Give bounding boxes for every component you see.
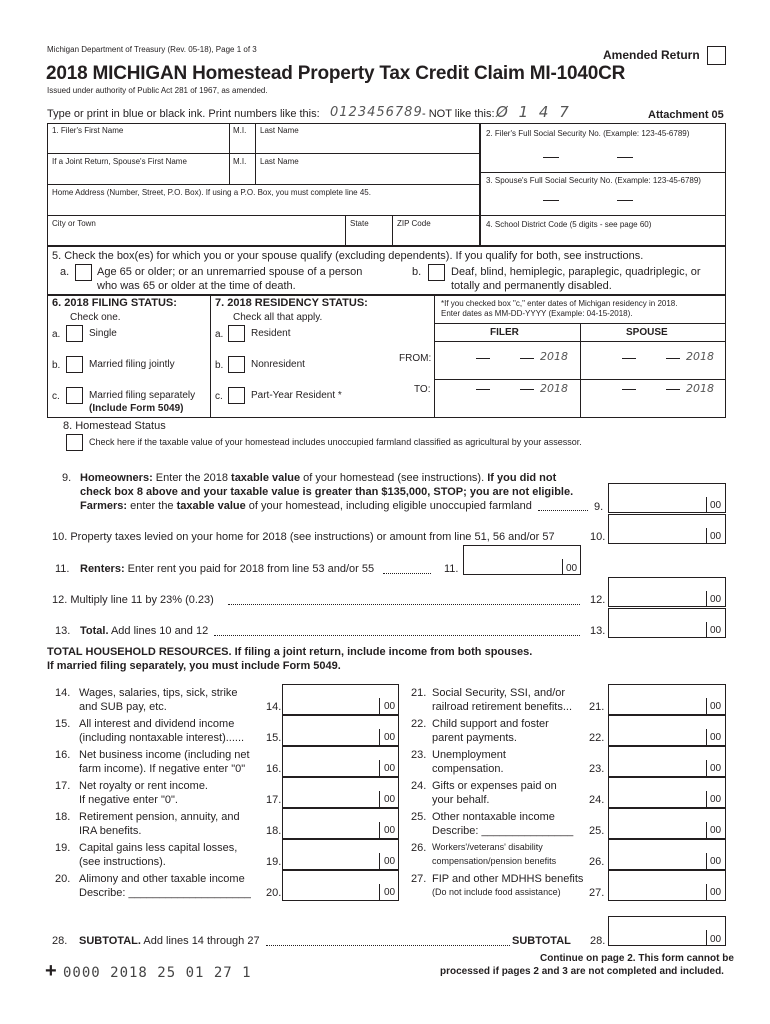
line19-cents: 00: [384, 856, 396, 867]
line26-amount-input[interactable]: [608, 839, 726, 870]
residency-title: 7. 2018 RESIDENCY STATUS:: [215, 297, 368, 309]
line5-a-label: a.: [60, 266, 70, 278]
line22-text-2: parent payments.: [432, 732, 517, 744]
to-label: TO:: [414, 384, 431, 395]
separate-letter: c.: [52, 391, 60, 402]
filer-to-date-input[interactable]: [436, 381, 578, 416]
filer-from-year: 2018: [540, 350, 568, 363]
not-like-label: - NOT like this:: [422, 108, 495, 120]
filer-to-year: 2018: [540, 382, 568, 395]
attachment-label: Attachment 05: [648, 109, 724, 121]
disabled-checkbox[interactable]: [428, 264, 445, 281]
line23-key: 23.: [589, 763, 605, 775]
filer-ssn-input[interactable]: [482, 142, 724, 170]
filer-last-name-label: Last Name: [260, 126, 299, 135]
filer-first-name-input[interactable]: [48, 136, 228, 152]
line25-number: 25.: [411, 811, 427, 823]
line13-key: 13.: [590, 625, 606, 637]
line19-text-1: Capital gains less capital losses,: [79, 842, 238, 854]
line5-b-label: b.: [412, 266, 422, 278]
zip-input[interactable]: [393, 229, 479, 245]
line18-number: 18.: [55, 811, 71, 823]
spouse-last-name-input[interactable]: [256, 167, 478, 183]
line16-cents: 00: [384, 763, 396, 774]
line16-number: 16.: [55, 749, 71, 761]
city-input[interactable]: [48, 229, 344, 245]
line21-cents: 00: [710, 701, 722, 712]
state-label: State: [350, 219, 369, 228]
spouse-to-date-input[interactable]: [582, 381, 724, 416]
line15-number: 15.: [55, 718, 71, 730]
spouse-from-year: 2018: [686, 350, 714, 363]
line15-text-2: (including nontaxable interest)......: [79, 732, 245, 744]
filer-mi-input[interactable]: [230, 136, 254, 152]
farmland-text: Check here if the taxable value of your homestead includes unoccupied farmland classified as agricultural by your assessor.: [89, 437, 582, 447]
line24-amount-input[interactable]: [608, 777, 726, 808]
line9-cents: 00: [710, 500, 722, 511]
line14-text-2: and SUB pay, etc.: [79, 701, 167, 713]
line26-key: 26.: [589, 856, 605, 868]
line17-number: 17.: [55, 780, 71, 792]
line18-text-2: IRA benefits.: [79, 825, 142, 837]
line27-cents: 00: [710, 887, 722, 898]
zip-label: ZIP Code: [397, 219, 431, 228]
nonresident-letter: b.: [215, 360, 224, 371]
line20-cents: 00: [384, 887, 396, 898]
separate-label: Married filing separately: [89, 390, 196, 401]
form-title: 2018 MICHIGAN Homestead Property Tax Credit Claim MI-1040CR: [46, 63, 626, 84]
residency-sub: Check all that apply.: [233, 312, 323, 323]
line21-key: 21.: [589, 701, 605, 713]
line23-cents: 00: [710, 763, 722, 774]
line19-text-2: (see instructions).: [79, 856, 166, 868]
line12-cents: 00: [710, 594, 722, 605]
spouse-column-header: SPOUSE: [626, 327, 668, 338]
line10-amount-input[interactable]: [608, 514, 726, 544]
line12-text: 12. Multiply line 11 by 23% (0.23): [52, 594, 214, 606]
line25-text-1: Other nontaxable income: [432, 811, 555, 823]
line9-number: 9.: [62, 472, 72, 484]
good-digits-example: 0123456789: [330, 105, 423, 120]
line14-number: 14.: [55, 687, 71, 699]
line12-amount-input[interactable]: [608, 577, 726, 607]
line27-key: 27.: [589, 887, 605, 899]
spouse-ssn-input[interactable]: [482, 188, 724, 214]
disabled-text-1: Deaf, blind, hemiplegic, paraplegic, quadriplegic, or: [451, 266, 701, 278]
line17-text-1: Net royalty or rent income.: [79, 780, 208, 792]
line26-text-1: Workers'/veterans' disability: [432, 842, 543, 852]
line17-text-2: If negative enter "0".: [79, 794, 178, 806]
line24-key: 24.: [589, 794, 605, 806]
spouse-from-date-input[interactable]: [582, 343, 724, 378]
line17-amount-input[interactable]: [282, 777, 399, 808]
line15-cents: 00: [384, 732, 396, 743]
line18-text-1: Retirement pension, annuity, and: [79, 811, 240, 823]
part-year-label: Part-Year Resident *: [251, 390, 342, 401]
line10-cents: 00: [710, 531, 722, 542]
line16-amount-input[interactable]: [282, 746, 399, 777]
resources-heading-1: TOTAL HOUSEHOLD RESOURCES. If filing a joint return, include income from both spouses.: [47, 646, 533, 658]
farmland-checkbox[interactable]: [66, 434, 83, 451]
age65-checkbox[interactable]: [75, 264, 92, 281]
spouse-mi-label: M.I.: [233, 157, 247, 166]
line5-text: 5. Check the box(es) for which you or your spouse qualify (excluding dependents). If you qualify for both, see instructions.: [52, 250, 644, 262]
single-label: Single: [89, 328, 117, 339]
line19-key: 19.: [266, 856, 282, 868]
line11-cents: 00: [566, 563, 578, 574]
line12-key: 12.: [590, 594, 606, 606]
line9-text-2: check box 8 above and your taxable value is greater than $135,000, STOP; you are not eligible.: [80, 486, 574, 498]
line24-number: 24.: [411, 780, 427, 792]
authority-line: Issued under authority of Public Act 281 of 1967, as amended.: [47, 86, 268, 95]
line22-amount-input[interactable]: [608, 715, 726, 746]
line14-amount-input[interactable]: [282, 684, 399, 715]
line9-amount-input[interactable]: [608, 483, 726, 513]
line15-amount-input[interactable]: [282, 715, 399, 746]
joint-label: Married filing jointly: [89, 359, 175, 370]
line21-amount-input[interactable]: [608, 684, 726, 715]
line20-number: 20.: [55, 873, 71, 885]
line22-text-1: Child support and foster: [432, 718, 549, 730]
separate-checkbox[interactable]: [66, 387, 83, 404]
line16-text-1: Net business income (including net: [79, 749, 250, 761]
line23-amount-input[interactable]: [608, 746, 726, 777]
line14-key: 14.: [266, 701, 282, 713]
single-checkbox[interactable]: [66, 325, 83, 342]
line16-text-2: farm income). If negative enter "0": [79, 763, 246, 775]
line28-text: SUBTOTAL. Add lines 14 through 27: [79, 935, 260, 947]
line26-number: 26.: [411, 842, 427, 854]
part-year-checkbox[interactable]: [228, 387, 245, 404]
line27-amount-input[interactable]: [608, 870, 726, 901]
part-year-letter: c.: [215, 391, 223, 402]
disabled-text-2: totally and permanently disabled.: [451, 280, 612, 292]
line28-number: 28.: [52, 935, 68, 947]
line14-cents: 00: [384, 701, 396, 712]
filer-from-date-input[interactable]: [436, 343, 578, 378]
line17-cents: 00: [384, 794, 396, 805]
filer-column-header: FILER: [490, 327, 519, 338]
line25-cents: 00: [710, 825, 722, 836]
state-input[interactable]: [346, 229, 391, 245]
filer-last-name-input[interactable]: [256, 136, 478, 152]
line19-number: 19.: [55, 842, 71, 854]
line11-key: 11.: [444, 563, 459, 575]
line13-amount-input[interactable]: [608, 608, 726, 638]
separate-note: (Include Form 5049): [89, 403, 184, 414]
home-address-label: Home Address (Number, Street, P.O. Box). If using a P.O. Box, you must complete line 45.: [52, 188, 371, 197]
line9-key: 9.: [594, 501, 604, 513]
filer-ssn-label: 2. Filer's Full Social Security No. (Example: 123-45-6789): [486, 129, 690, 138]
line22-number: 22.: [411, 718, 427, 730]
line11-text: Renters: Enter rent you paid for 2018 from line 53 and/or 55: [80, 563, 375, 575]
line25-key: 25.: [589, 825, 605, 837]
ink-instructions: Type or print in blue or black ink. Print numbers like this:: [47, 108, 320, 120]
continue-note-2: processed if pages 2 and 3 are not completed and included.: [440, 966, 724, 977]
continue-note-1: Continue on page 2. This form cannot be: [540, 953, 734, 964]
line25-text-2: Describe: _______________: [432, 825, 574, 837]
line21-number: 21.: [411, 687, 427, 699]
subtotal-label: SUBTOTAL: [512, 935, 571, 947]
line13-number: 13.: [55, 625, 71, 637]
filing-status-sub: Check one.: [70, 312, 121, 323]
line17-key: 17.: [266, 794, 282, 806]
joint-letter: b.: [52, 360, 61, 371]
line25-amount-input[interactable]: [608, 808, 726, 839]
line15-key: 15.: [266, 732, 282, 744]
spouse-to-year: 2018: [686, 382, 714, 395]
line27-text-2: (Do not include food assistance): [432, 887, 561, 897]
line20-text-1: Alimony and other taxable income: [79, 873, 245, 885]
line26-cents: 00: [710, 856, 722, 867]
joint-checkbox[interactable]: [66, 356, 83, 373]
resources-heading-2: If married filing separately, you must include Form 5049.: [47, 660, 341, 672]
line23-text-2: compensation.: [432, 763, 504, 775]
line27-text-1: FIP and other MDHHS benefits: [432, 873, 584, 885]
resident-label: Resident: [251, 328, 291, 339]
age65-text-2: who was 65 or older at the time of death.: [97, 280, 296, 292]
line28-amount-input[interactable]: [608, 916, 726, 946]
line23-text-1: Unemployment: [432, 749, 506, 761]
line11-amount-input[interactable]: [463, 545, 581, 575]
line24-cents: 00: [710, 794, 722, 805]
city-label: City or Town: [52, 219, 96, 228]
spouse-first-name-input[interactable]: [48, 167, 228, 183]
home-address-input[interactable]: [48, 198, 478, 214]
line9-text-3: Farmers: enter the taxable value of your homestead, including eligible unoccupied farmland: [80, 500, 532, 512]
line27-number: 27.: [411, 873, 427, 885]
line22-cents: 00: [710, 732, 722, 743]
line20-text-2: Describe: ____________________: [79, 887, 251, 899]
line14-text-1: Wages, salaries, tips, sick, strike: [79, 687, 238, 699]
school-district-input[interactable]: [482, 230, 724, 245]
spouse-first-name-label: If a Joint Return, Spouse's First Name: [52, 157, 187, 166]
line11-number: 11.: [55, 563, 70, 575]
line20-amount-input[interactable]: [282, 870, 399, 901]
bad-digits-example: Ø 1 4 7: [496, 103, 572, 121]
line18-amount-input[interactable]: [282, 808, 399, 839]
line24-text-2: your behalf.: [432, 794, 490, 806]
from-label: FROM:: [399, 353, 432, 364]
line20-key: 20.: [266, 887, 282, 899]
homestead-status-title: 8. Homestead Status: [63, 420, 166, 432]
line22-key: 22.: [589, 732, 605, 744]
single-letter: a.: [52, 329, 61, 340]
line26-text-2: compensation/pension benefits: [432, 856, 557, 866]
age65-text-1: Age 65 or older; or an unremarried spouse of a person: [97, 266, 363, 278]
line18-key: 18.: [266, 825, 282, 837]
residency-note-2: Enter dates as MM-DD-YYYY (Example: 04-15-2018).: [441, 309, 633, 318]
line28-key: 28.: [590, 935, 606, 947]
line28-cents: 00: [710, 934, 722, 945]
residency-note-1: *If you checked box "c," enter dates of Michigan residency in 2018.: [441, 299, 678, 308]
nonresident-label: Nonresident: [251, 359, 305, 370]
line19-amount-input[interactable]: [282, 839, 399, 870]
line16-key: 16.: [266, 763, 282, 775]
line10-key: 10.: [590, 531, 606, 543]
line24-text-1: Gifts or expenses paid on: [432, 780, 557, 792]
filer-mi-label: M.I.: [233, 126, 247, 135]
line9-text-1: Homeowners: Enter the 2018 taxable value of your homestead (see instructions). If you did not: [80, 472, 557, 484]
line23-number: 23.: [411, 749, 427, 761]
spouse-last-name-label: Last Name: [260, 157, 299, 166]
spouse-ssn-label: 3. Spouse's Full Social Security No. (Example: 123-45-6789): [486, 176, 701, 185]
agency-line: Michigan Department of Treasury (Rev. 05-18), Page 1 of 3: [47, 45, 257, 54]
amended-label: Amended Return: [603, 48, 700, 62]
plus-mark: +: [45, 960, 57, 982]
filing-status-title: 6. 2018 FILING STATUS:: [52, 297, 177, 309]
line21-text-1: Social Security, SSI, and/or: [432, 687, 566, 699]
line15-text-1: All interest and dividend income: [79, 718, 235, 730]
school-district-label: 4. School District Code (5 digits - see page 60): [486, 220, 652, 229]
form-code: 0000 2018 25 01 27 1: [63, 965, 252, 981]
line13-cents: 00: [710, 625, 722, 636]
line18-cents: 00: [384, 825, 396, 836]
resident-checkbox[interactable]: [228, 325, 245, 342]
filer-first-name-label: 1. Filer's First Name: [52, 126, 124, 135]
line13-text: Total. Add lines 10 and 12: [80, 625, 209, 637]
resident-letter: a.: [215, 329, 224, 340]
amended-checkbox[interactable]: [707, 46, 726, 65]
spouse-mi-input[interactable]: [230, 167, 254, 183]
line21-text-2: railroad retirement benefits...: [432, 701, 573, 713]
line10-text: 10. Property taxes levied on your home for 2018 (see instructions) or amount from line 51, 56 and/or 57: [52, 531, 555, 543]
nonresident-checkbox[interactable]: [228, 356, 245, 373]
